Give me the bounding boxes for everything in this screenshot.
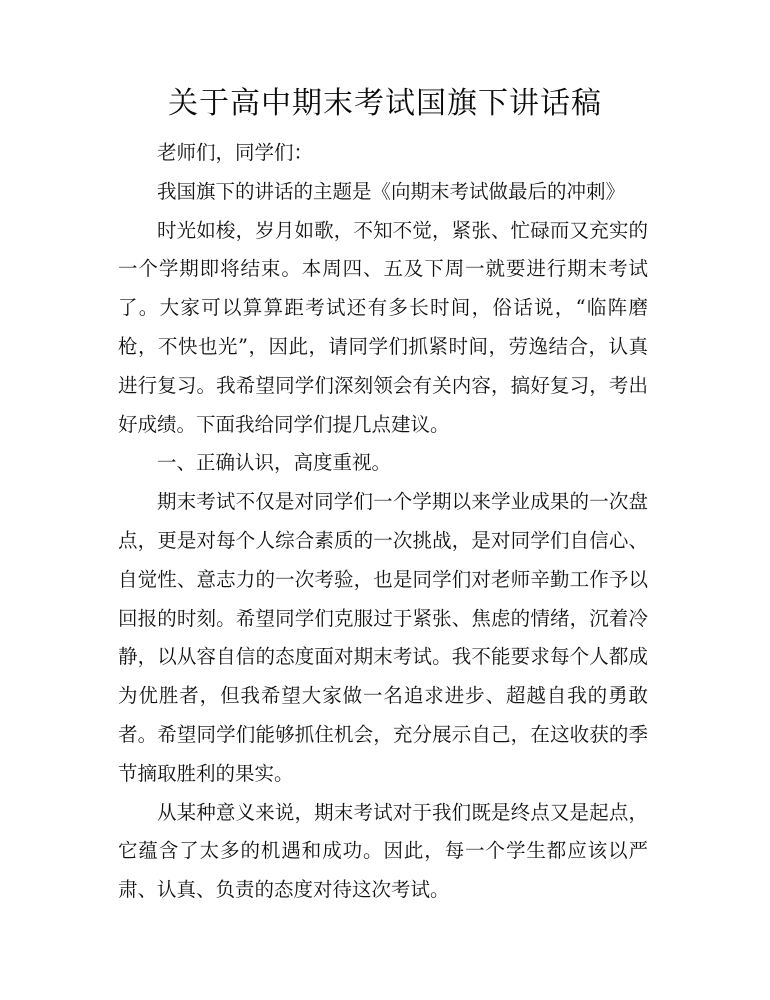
document-body [118, 134, 648, 910]
paragraph-introduction: 时光如梭，岁月如歌，不知不觉，紧张、忙碌而又充实的一个学期即将结束。本周四、五及下周一就要进行期末考试了。大家可以算算距考试还有多长时间，俗话说，“临阵磨枪，不快也光”，因此，请同学们抓紧时间，劳逸结合，认真进行复习。我希望同学们深刻领会有关内容，搞好复习，考出好成绩。下面我给同学们提几点建议。 [118, 218, 648, 436]
paragraph-section-1: 期末考试不仅是对同学们一个学期以来学业成果的一次盘点，更是对每个人综合素质的一次挑战，是对同学们自信心、自觉性、意志力的一次考验，也是同学们对老师辛勤工作予以回报的时刻。希望同学们克服过于紧张、焦虑的情绪，沉着冷静，以从容自信的态度面对期末考试。我不能要求每个人都成为优胜者，但我希望大家做一名追求进步、超越自我的勇敢者。希望同学们能够抓住机会，充分展示自己，在这收获的季节摘取胜利的果实。 [118, 490, 648, 785]
paragraph-greeting: 老师们，同学们： [157, 141, 314, 164]
document-title: 关于高中期末考试国旗下讲话稿 [168, 86, 602, 121]
paragraph-theme: 我国旗下的讲话的主题是《向期末考试做最后的冲刺》 [157, 179, 626, 203]
section-heading-1: 一、正确认识，高度重视。 [157, 451, 392, 475]
paragraph-section-1-continued: 从某种意义来说，期末考试对于我们既是终点又是起点，它蕴含了太多的机遇和成功。因此，每一个学生都应该以严肃、认真、负责的态度对待这次考试。 [118, 800, 648, 902]
